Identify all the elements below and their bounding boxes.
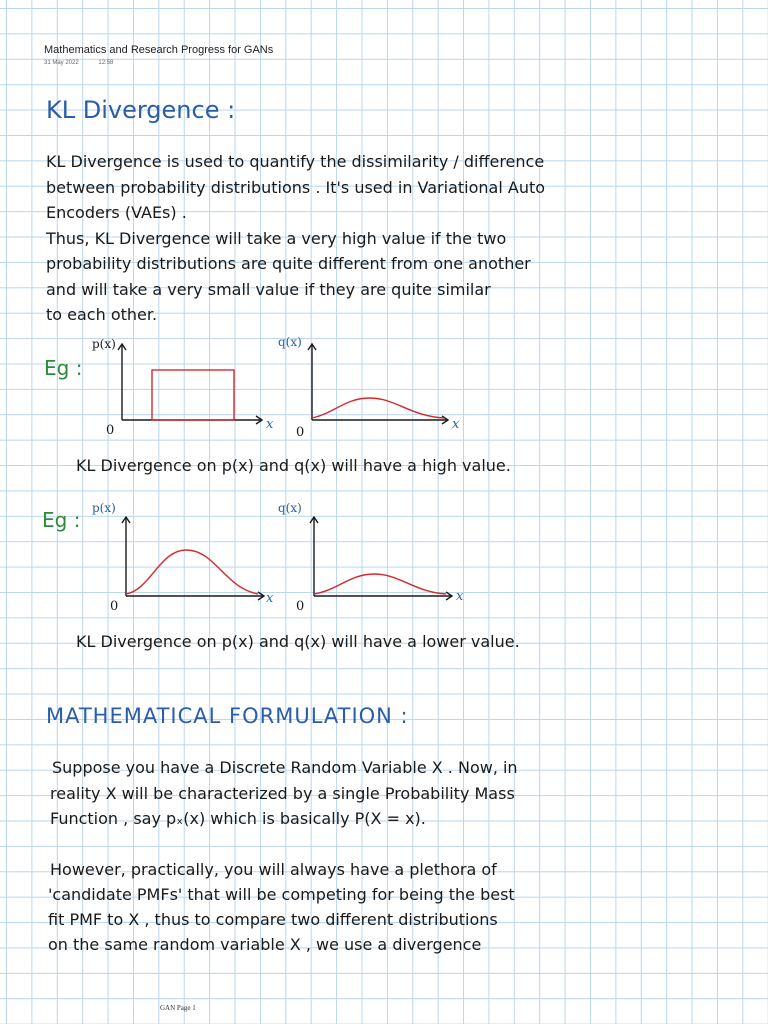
example2-x2-label: x — [456, 589, 464, 604]
text-line: Encoders (VAEs) . — [46, 203, 187, 222]
text-line: KL Divergence is used to quantify the dissimilarity / difference — [46, 152, 545, 171]
example2-q-curve — [314, 574, 446, 594]
text-line: on the same random variable X , we use a divergence — [48, 935, 482, 954]
section-heading-kl: KL Divergence : — [46, 96, 236, 124]
text-line: fit PMF to X , thus to compare two different distributions — [48, 910, 498, 929]
text-line: Thus, KL Divergence will take a very high value if the two — [46, 229, 507, 248]
example2-q-label: q(x) — [278, 501, 302, 515]
example2-p-label: p(x) — [92, 501, 116, 515]
example2-caption: KL Divergence on p(x) and q(x) will have a lower value. — [76, 632, 520, 651]
example2-q-axes — [310, 517, 452, 600]
example1-p-uniform — [152, 370, 234, 420]
example1-origin: 0 — [106, 423, 115, 438]
text-line: to each other. — [46, 305, 158, 324]
page-header-title: Mathematics and Research Progress for GANs — [44, 44, 274, 56]
example-label: Eg : — [44, 356, 83, 380]
example2-origin: 0 — [110, 599, 119, 614]
text-line: and will take a very small value if they are quite similar — [46, 280, 491, 299]
header-date: 31 May 2022 — [44, 60, 79, 66]
example1-x2-label: x — [452, 417, 460, 432]
page-footer: GAN Page 1 — [160, 1004, 196, 1012]
example2-origin2: 0 — [296, 599, 305, 614]
example1-x-label: x — [266, 417, 274, 432]
example1-q-curve — [312, 398, 444, 418]
example1-p-label: p(x) — [92, 337, 116, 351]
example2-p-curve — [126, 550, 258, 594]
example-label: Eg : — [42, 508, 81, 532]
example1-p-axes — [118, 344, 262, 424]
example1-caption: KL Divergence on p(x) and q(x) will have a high value. — [76, 456, 511, 475]
text-line: However, practically, you will always have a plethora of — [50, 860, 497, 879]
section-heading-math: MATHEMATICAL FORMULATION : — [46, 704, 409, 728]
example1-origin2: 0 — [296, 425, 305, 440]
text-line: Suppose you have a Discrete Random Variable X . Now, in — [52, 758, 518, 777]
header-time: 12:58 — [98, 60, 114, 66]
text-line: 'candidate PMFs' that will be competing for being the best — [48, 885, 515, 904]
example2-x-label: x — [266, 591, 274, 606]
example1-q-label: q(x) — [278, 335, 302, 349]
text-line: probability distributions are quite different from one another — [46, 254, 531, 273]
text-line: Function , say pₓ(x) which is basically P(X = x). — [50, 809, 426, 828]
text-line: between probability distributions . It's used in Variational Auto — [46, 178, 546, 197]
text-line: reality X will be characterized by a single Probability Mass — [50, 784, 515, 803]
